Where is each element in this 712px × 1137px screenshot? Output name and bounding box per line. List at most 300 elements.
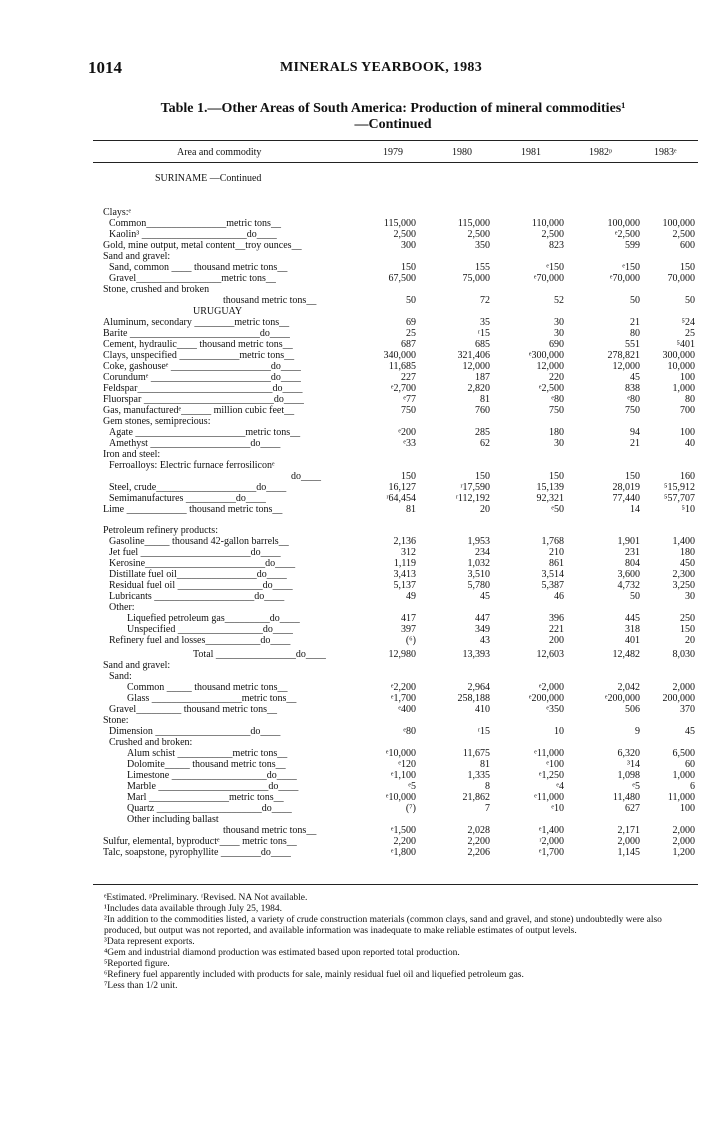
cell-value: 221 bbox=[549, 624, 564, 635]
row-label: Sand and gravel: bbox=[103, 251, 171, 262]
cell-value: 3,510 bbox=[467, 569, 490, 580]
cell-value: 250 bbox=[680, 613, 695, 624]
row-label: Other: bbox=[109, 602, 135, 613]
row-label: Gold, mine output, metal content__troy ounces__ bbox=[103, 240, 302, 251]
cell-value: ᵉ2,200 bbox=[390, 682, 416, 693]
row-label: Clays:ᵉ bbox=[103, 207, 132, 218]
cell-value: ʳ112,192 bbox=[455, 493, 490, 504]
table-row bbox=[93, 471, 698, 482]
cell-value: ⁵10 bbox=[681, 504, 695, 515]
table-row bbox=[93, 482, 698, 493]
cell-value: 6,500 bbox=[672, 748, 695, 759]
cell-value: 50 bbox=[630, 295, 640, 306]
cell-value: 150 bbox=[401, 471, 416, 482]
cell-value: ᵉ400 bbox=[398, 704, 416, 715]
row-label: Unspecified _________________do____ bbox=[127, 624, 293, 635]
cell-value: 700 bbox=[680, 405, 695, 416]
cell-value: ᵉ2,000 bbox=[538, 682, 564, 693]
cell-value: 100,000 bbox=[607, 218, 640, 229]
cell-value: 11,685 bbox=[388, 361, 416, 372]
table-row bbox=[93, 207, 698, 218]
row-label: Aluminum, secondary ________metric tons__ bbox=[103, 317, 290, 328]
cell-value: 2,820 bbox=[467, 383, 490, 394]
cell-value: ᵉ200 bbox=[398, 427, 416, 438]
cell-value: ᵉ80 bbox=[403, 726, 416, 737]
footnote: ⁶Refinery fuel apparently included with products for sale, mainly residual fuel oil and liquefied petroleum gas. bbox=[104, 970, 524, 980]
cell-value: 2,171 bbox=[617, 825, 640, 836]
cell-value: 115,000 bbox=[383, 218, 416, 229]
row-label: Sulfur, elemental, byproductᵉ____ metric tons__ bbox=[103, 836, 297, 847]
cell-value: ⁵15,912 bbox=[664, 482, 695, 493]
cell-value: 13,393 bbox=[462, 649, 490, 660]
cell-value: 12,000 bbox=[536, 361, 564, 372]
table-row bbox=[93, 536, 698, 547]
cell-value: ᵉ200,000 bbox=[528, 693, 564, 704]
table-row bbox=[93, 427, 698, 438]
table-row bbox=[93, 328, 698, 339]
column-header-1983: 1983ᵉ bbox=[654, 147, 677, 158]
cell-value: ᵉ1,250 bbox=[538, 770, 564, 781]
cell-value: 43 bbox=[480, 635, 490, 646]
row-label: Common _____ thousand metric tons__ bbox=[127, 682, 288, 693]
cell-value: ᵉ150 bbox=[546, 262, 564, 273]
cell-value: ᵉ80 bbox=[551, 394, 564, 405]
cell-value: 6 bbox=[690, 781, 695, 792]
cell-value: 447 bbox=[475, 613, 490, 624]
cell-value: 350 bbox=[475, 240, 490, 251]
row-label: Feldspar___________________________do____ bbox=[103, 383, 303, 394]
cell-value: 3,413 bbox=[393, 569, 416, 580]
table-row bbox=[93, 613, 698, 624]
row-label: Lubricants ____________________do____ bbox=[109, 591, 285, 602]
column-header-1980: 1980 bbox=[452, 147, 472, 158]
cell-value: 94 bbox=[630, 427, 640, 438]
cell-value: ⁵57,707 bbox=[664, 493, 695, 504]
cell-value: 81 bbox=[480, 394, 490, 405]
cell-value: 30 bbox=[554, 438, 564, 449]
table-row bbox=[93, 847, 698, 858]
cell-value: 685 bbox=[475, 339, 490, 350]
cell-value: ᵉ11,000 bbox=[534, 792, 564, 803]
row-label: Clays, unspecified ____________metric tons__ bbox=[103, 350, 295, 361]
cell-value: 349 bbox=[475, 624, 490, 635]
cell-value: 318 bbox=[625, 624, 640, 635]
cell-value: 750 bbox=[401, 405, 416, 416]
cell-value: 321,406 bbox=[457, 350, 490, 361]
cell-value: 100 bbox=[680, 427, 695, 438]
cell-value: 150 bbox=[475, 471, 490, 482]
row-label: Limestone ___________________do____ bbox=[127, 770, 297, 781]
table-row bbox=[93, 438, 698, 449]
table-row bbox=[93, 580, 698, 591]
cell-value: 8 bbox=[485, 781, 490, 792]
cell-value: 599 bbox=[625, 240, 640, 251]
row-label: Sand and gravel: bbox=[103, 660, 171, 671]
cell-value: 45 bbox=[685, 726, 695, 737]
row-label: Steel, crude____________________do____ bbox=[109, 482, 287, 493]
cell-value: 396 bbox=[549, 613, 564, 624]
cell-value: 2,000 bbox=[672, 836, 695, 847]
row-label: Distillate fuel oil________________do____ bbox=[109, 569, 287, 580]
cell-value: 2,500 bbox=[467, 229, 490, 240]
cell-value: 231 bbox=[625, 547, 640, 558]
row-label: URUGUAY bbox=[193, 306, 243, 317]
table-row bbox=[93, 504, 698, 515]
cell-value: ⁵24 bbox=[681, 317, 695, 328]
page-header bbox=[88, 58, 698, 80]
table-row bbox=[93, 759, 698, 770]
cell-value: 75,000 bbox=[462, 273, 490, 284]
cell-value: 150 bbox=[680, 262, 695, 273]
cell-value: 227 bbox=[401, 372, 416, 383]
cell-value: (⁶) bbox=[405, 635, 416, 646]
cell-value: 21 bbox=[630, 438, 640, 449]
table-top-rule bbox=[93, 140, 698, 141]
table-title bbox=[88, 101, 698, 133]
cell-value: 40 bbox=[685, 438, 695, 449]
column-header-1981: 1981 bbox=[521, 147, 541, 158]
cell-value: 12,603 bbox=[536, 649, 564, 660]
row-label: Total ________________do____ bbox=[193, 649, 326, 660]
table-row bbox=[93, 825, 698, 836]
cell-value: 9 bbox=[635, 726, 640, 737]
table-row bbox=[93, 836, 698, 847]
cell-value: 285 bbox=[475, 427, 490, 438]
row-label: Common________________metric tons__ bbox=[109, 218, 281, 229]
cell-value: 2,000 bbox=[672, 825, 695, 836]
row-label: Ferroalloys: Electric furnace ferrosiliconᵉ bbox=[109, 460, 275, 471]
cell-value: 1,145 bbox=[617, 847, 640, 858]
cell-value: 25 bbox=[685, 328, 695, 339]
cell-value: 5,780 bbox=[467, 580, 490, 591]
row-label: Gravel_________________metric tons__ bbox=[109, 273, 276, 284]
row-label: Talc, soapstone, pyrophyllite ________do____ bbox=[103, 847, 291, 858]
cell-value: 750 bbox=[625, 405, 640, 416]
cell-value: 8,030 bbox=[672, 649, 695, 660]
row-label: Gasoline_____ thousand 42-gallon barrels__ bbox=[109, 536, 289, 547]
cell-value: ʳ15 bbox=[477, 726, 490, 737]
cell-value: ᵉ1,800 bbox=[390, 847, 416, 858]
table-row bbox=[93, 262, 698, 273]
row-label: Other including ballast bbox=[127, 814, 219, 825]
cell-value: 200,000 bbox=[662, 693, 695, 704]
cell-value: 150 bbox=[625, 471, 640, 482]
cell-value: 340,000 bbox=[383, 350, 416, 361]
table-row bbox=[93, 361, 698, 372]
table-row bbox=[93, 394, 698, 405]
row-label: Petroleum refinery products: bbox=[103, 525, 218, 536]
footnotes bbox=[104, 893, 700, 992]
cell-value: 687 bbox=[401, 339, 416, 350]
cell-value: 67,500 bbox=[388, 273, 416, 284]
table-row bbox=[93, 449, 698, 460]
cell-value: 70,000 bbox=[667, 273, 695, 284]
cell-value: 30 bbox=[685, 591, 695, 602]
cell-value: 80 bbox=[685, 394, 695, 405]
cell-value: 5,137 bbox=[393, 580, 416, 591]
row-label: Residual fuel oil _________________do____ bbox=[109, 580, 293, 591]
cell-value: 35 bbox=[480, 317, 490, 328]
cell-value: 3,600 bbox=[617, 569, 640, 580]
cell-value: 234 bbox=[475, 547, 490, 558]
cell-value: 2,500 bbox=[393, 229, 416, 240]
row-label: Dimension ___________________do____ bbox=[109, 726, 281, 737]
cell-value: ᵉ150 bbox=[622, 262, 640, 273]
row-label: Marl ________________metric tons__ bbox=[127, 792, 284, 803]
footnote: ᵉEstimated. ᵖPreliminary. ʳRevised. NA Not available. bbox=[104, 893, 308, 903]
cell-value: ᵉ50 bbox=[551, 504, 564, 515]
table-row bbox=[93, 792, 698, 803]
cell-value: 92,321 bbox=[536, 493, 564, 504]
table-row bbox=[93, 649, 698, 660]
row-label: do____ bbox=[291, 471, 321, 482]
cell-value: ᵉ120 bbox=[398, 759, 416, 770]
cell-value: ᵉ100 bbox=[546, 759, 564, 770]
table-row bbox=[93, 704, 698, 715]
table-row bbox=[93, 218, 698, 229]
row-label: Gas, manufacturedᵉ______ million cubic feet__ bbox=[103, 405, 295, 416]
table-row bbox=[93, 306, 698, 317]
cell-value: 14 bbox=[630, 504, 640, 515]
table-row bbox=[93, 416, 698, 427]
row-label: Stone: bbox=[103, 715, 129, 726]
row-label: Barite __________________________do____ bbox=[103, 328, 290, 339]
cell-value: 3,514 bbox=[541, 569, 564, 580]
row-label: Coke, gashouseᵉ ____________________do____ bbox=[103, 361, 301, 372]
cell-value: 50 bbox=[406, 295, 416, 306]
cell-value: ʳ64,454 bbox=[386, 493, 416, 504]
cell-value: 2,200 bbox=[393, 836, 416, 847]
cell-value: 300 bbox=[401, 240, 416, 251]
cell-value: 50 bbox=[630, 591, 640, 602]
row-label: Gravel_________ thousand metric tons__ bbox=[109, 704, 278, 715]
table-row bbox=[93, 317, 698, 328]
cell-value: ᵉ2,500 bbox=[614, 229, 640, 240]
cell-value: 2,042 bbox=[617, 682, 640, 693]
row-label: Marble ______________________do____ bbox=[127, 781, 299, 792]
cell-value: 2,028 bbox=[467, 825, 490, 836]
region-heading: SURINAME —Continued bbox=[155, 173, 262, 184]
cell-value: ᵉ11,000 bbox=[534, 748, 564, 759]
table-row bbox=[93, 770, 698, 781]
cell-value: 417 bbox=[401, 613, 416, 624]
cell-value: ³14 bbox=[627, 759, 640, 770]
cell-value: ʳ15 bbox=[477, 328, 490, 339]
cell-value: ʳ2,000 bbox=[539, 836, 564, 847]
cell-value: 861 bbox=[549, 558, 564, 569]
cell-value: 3,250 bbox=[672, 580, 695, 591]
table-body bbox=[93, 197, 698, 858]
table-row bbox=[93, 660, 698, 671]
table-row bbox=[93, 726, 698, 737]
cell-value: 1,335 bbox=[467, 770, 490, 781]
cell-value: 1,000 bbox=[672, 770, 695, 781]
cell-value: 2,206 bbox=[467, 847, 490, 858]
cell-value: ᵉ10,000 bbox=[385, 748, 416, 759]
table-row bbox=[93, 748, 698, 759]
cell-value: 72 bbox=[480, 295, 490, 306]
table-row bbox=[93, 547, 698, 558]
row-label: thousand metric tons__ bbox=[223, 825, 317, 836]
cell-value: 21 bbox=[630, 317, 640, 328]
row-label: Lime ____________ thousand metric tons__ bbox=[103, 504, 283, 515]
cell-value: 2,200 bbox=[467, 836, 490, 847]
row-label: Crushed and broken: bbox=[109, 737, 193, 748]
table-bottom-rule bbox=[93, 884, 698, 885]
cell-value: 62 bbox=[480, 438, 490, 449]
cell-value: ᵉ70,000 bbox=[533, 273, 564, 284]
cell-value: 12,980 bbox=[388, 649, 416, 660]
row-label: Corundumᵉ ________________________do____ bbox=[103, 372, 301, 383]
cell-value: ᵉ2,500 bbox=[538, 383, 564, 394]
table-row bbox=[93, 525, 698, 536]
cell-value: 1,098 bbox=[617, 770, 640, 781]
row-label: Iron and steel: bbox=[103, 449, 161, 460]
table-header-rule bbox=[93, 162, 698, 163]
footnote: ⁷Less than 1/2 unit. bbox=[104, 981, 178, 991]
cell-value: (⁷) bbox=[405, 803, 416, 814]
row-label: Alum schist ___________metric tons__ bbox=[127, 748, 288, 759]
running-title: MINERALS YEARBOOK, 1983 bbox=[280, 60, 483, 75]
cell-value: 45 bbox=[480, 591, 490, 602]
table-row bbox=[93, 229, 698, 240]
table-title-line1: Table 1.—Other Areas of South America: Production of mineral commodities¹ bbox=[160, 101, 626, 116]
cell-value: 150 bbox=[680, 624, 695, 635]
cell-value: ᵉ33 bbox=[403, 438, 416, 449]
cell-value: 258,188 bbox=[457, 693, 490, 704]
cell-value: 2,136 bbox=[393, 536, 416, 547]
cell-value: 1,953 bbox=[467, 536, 490, 547]
cell-value: 25 bbox=[406, 328, 416, 339]
table-row bbox=[93, 803, 698, 814]
cell-value: ᵉ10,000 bbox=[385, 792, 416, 803]
table-title-line2: —Continued bbox=[354, 117, 432, 132]
footnote: ³Data represent exports. bbox=[104, 937, 195, 947]
cell-value: 28,019 bbox=[612, 482, 640, 493]
row-label: Agate ______________________metric tons__ bbox=[109, 427, 301, 438]
table-row bbox=[93, 558, 698, 569]
cell-value: ʳ17,590 bbox=[460, 482, 490, 493]
cell-value: 2,000 bbox=[672, 682, 695, 693]
cell-value: ᵉ1,500 bbox=[390, 825, 416, 836]
cell-value: 1,768 bbox=[541, 536, 564, 547]
table-row bbox=[93, 602, 698, 613]
row-label: Kerosine________________________do____ bbox=[109, 558, 296, 569]
cell-value: 45 bbox=[630, 372, 640, 383]
cell-value: 312 bbox=[401, 547, 416, 558]
cell-value: ᵉ5 bbox=[632, 781, 640, 792]
cell-value: 77,440 bbox=[612, 493, 640, 504]
cell-value: ᵉ70,000 bbox=[609, 273, 640, 284]
cell-value: 690 bbox=[549, 339, 564, 350]
row-label: Sand: bbox=[109, 671, 132, 682]
cell-value: ᵉ2,700 bbox=[390, 383, 416, 394]
cell-value: 410 bbox=[475, 704, 490, 715]
cell-value: 760 bbox=[475, 405, 490, 416]
cell-value: 838 bbox=[625, 383, 640, 394]
table-row bbox=[93, 339, 698, 350]
table-row bbox=[93, 372, 698, 383]
cell-value: 11,675 bbox=[462, 748, 490, 759]
cell-value: 401 bbox=[625, 635, 640, 646]
cell-value: 21,862 bbox=[462, 792, 490, 803]
cell-value: 49 bbox=[406, 591, 416, 602]
cell-value: ᵉ1,400 bbox=[538, 825, 564, 836]
footnote: ¹Includes data available through July 25, 1984. bbox=[104, 904, 283, 914]
row-label: Semimanufactures __________do____ bbox=[109, 493, 266, 504]
cell-value: 220 bbox=[549, 372, 564, 383]
cell-value: 30 bbox=[554, 317, 564, 328]
table-row bbox=[93, 251, 698, 262]
cell-value: ᵉ1,700 bbox=[390, 693, 416, 704]
cell-value: 52 bbox=[554, 295, 564, 306]
cell-value: ᵉ300,000 bbox=[528, 350, 564, 361]
table-row bbox=[93, 383, 698, 394]
cell-value: 627 bbox=[625, 803, 640, 814]
cell-value: 1,000 bbox=[672, 383, 695, 394]
cell-value: 5,387 bbox=[541, 580, 564, 591]
cell-value: 180 bbox=[680, 547, 695, 558]
row-label: Cement, hydraulic____ thousand metric tons__ bbox=[103, 339, 293, 350]
cell-value: 4,732 bbox=[617, 580, 640, 591]
cell-value: 20 bbox=[685, 635, 695, 646]
table-row bbox=[93, 693, 698, 704]
cell-value: 1,119 bbox=[393, 558, 416, 569]
cell-value: 804 bbox=[625, 558, 640, 569]
table-row bbox=[93, 635, 698, 646]
cell-value: 1,901 bbox=[617, 536, 640, 547]
cell-value: 81 bbox=[480, 759, 490, 770]
row-label: Gem stones, semiprecious: bbox=[103, 416, 211, 427]
table-row bbox=[93, 624, 698, 635]
cell-value: ᵉ77 bbox=[403, 394, 416, 405]
table-row bbox=[93, 273, 698, 284]
row-label: thousand metric tons__ bbox=[223, 295, 317, 306]
table-row bbox=[93, 781, 698, 792]
cell-value: 60 bbox=[685, 759, 695, 770]
cell-value: ᵉ1,700 bbox=[538, 847, 564, 858]
cell-value: 12,000 bbox=[612, 361, 640, 372]
row-label: Glass __________________metric tons__ bbox=[127, 693, 297, 704]
cell-value: 15,139 bbox=[536, 482, 564, 493]
cell-value: 160 bbox=[680, 471, 695, 482]
cell-value: 1,032 bbox=[467, 558, 490, 569]
cell-value: 50 bbox=[685, 295, 695, 306]
cell-value: 155 bbox=[475, 262, 490, 273]
cell-value: 278,821 bbox=[607, 350, 640, 361]
cell-value: 115,000 bbox=[457, 218, 490, 229]
column-header-1982: 1982ᵖ bbox=[589, 147, 613, 158]
table-row bbox=[93, 284, 698, 295]
table-row bbox=[93, 295, 698, 306]
table-row bbox=[93, 671, 698, 682]
cell-value: ᵉ4 bbox=[556, 781, 564, 792]
table-row bbox=[93, 591, 698, 602]
cell-value: 187 bbox=[475, 372, 490, 383]
row-label: Kaolin³ _____________________do____ bbox=[109, 229, 277, 240]
table-row bbox=[93, 493, 698, 504]
table-row bbox=[93, 405, 698, 416]
cell-value: 46 bbox=[554, 591, 564, 602]
cell-value: 11,480 bbox=[612, 792, 640, 803]
table-row bbox=[93, 569, 698, 580]
cell-value: ᵉ5 bbox=[408, 781, 416, 792]
row-label: Liquefied petroleum gas_________do____ bbox=[127, 613, 300, 624]
row-label: Stone, crushed and broken bbox=[103, 284, 210, 295]
cell-value: 80 bbox=[630, 328, 640, 339]
cell-value: 12,000 bbox=[462, 361, 490, 372]
cell-value: 397 bbox=[401, 624, 416, 635]
